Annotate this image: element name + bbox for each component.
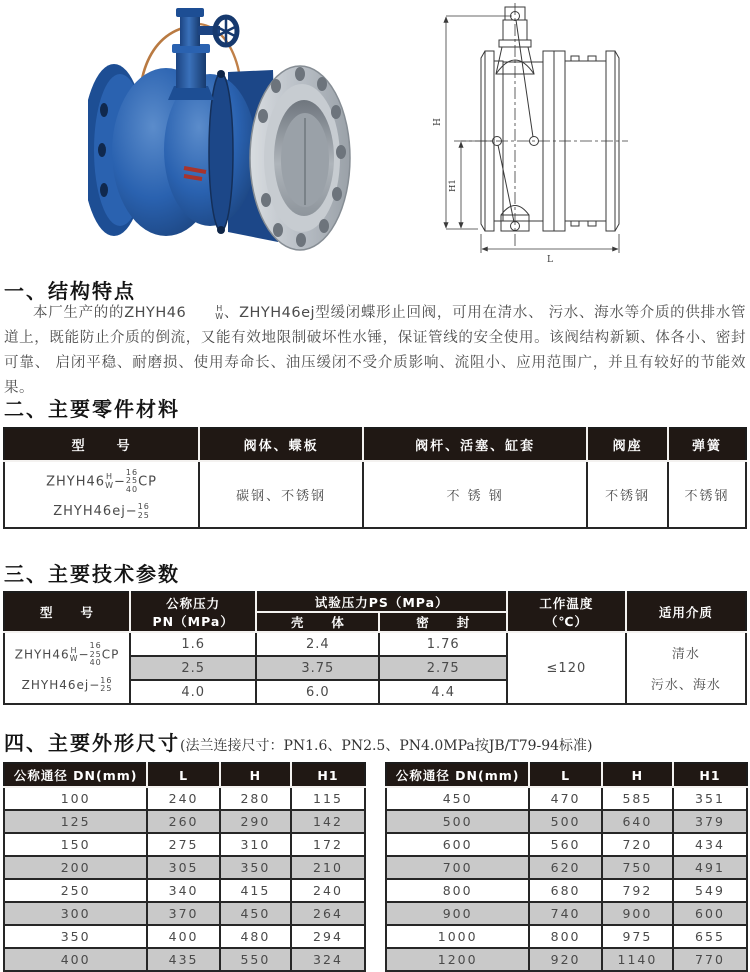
valve-photo-illustration (88, 0, 358, 258)
temp-value: ≤120 (507, 632, 626, 704)
linkage-upper (516, 20, 533, 137)
table-cell: 900 (386, 902, 529, 925)
table-cell: 740 (529, 902, 602, 925)
section2-title: 二、主要零件材料 (4, 397, 180, 421)
table-cell: 379 (673, 810, 747, 833)
table-cell: 560 (529, 833, 602, 856)
table-cell: 500 (529, 810, 602, 833)
pilot-valve-cap (176, 8, 204, 17)
materials-data-row (4, 461, 746, 528)
model-dash: − (114, 474, 126, 489)
section1-paragraph (4, 301, 746, 401)
table-cell: 792 (602, 879, 673, 902)
section4-subtitle: (法兰连接尺寸：PN1.6、PN2.5、PN4.0MPa按JB/T79-94标准) (180, 738, 593, 754)
para-text-prefix: 本厂生产的的ZHYH46 (33, 305, 187, 321)
section4-title (4, 727, 593, 756)
model-line-1 (5, 469, 198, 495)
model-pn-stack (126, 469, 138, 495)
table-cell: 370 (147, 902, 220, 925)
table-cell: 600 (673, 902, 747, 925)
table-cell: 550 (220, 948, 291, 971)
table-row (386, 856, 747, 879)
seal-value: 1.76 (379, 632, 507, 656)
table-row (386, 787, 747, 810)
model-line-1 (5, 642, 129, 668)
table-cell: 800 (529, 925, 602, 948)
col-shell: 壳 体 (256, 612, 379, 632)
col-l: L (529, 763, 602, 787)
params-header-row-1 (4, 592, 746, 612)
model-sup: H (70, 645, 78, 655)
table-cell: 250 (4, 879, 147, 902)
table-cell: 450 (220, 902, 291, 925)
col-stem-piston: 阀杆、活塞、缸套 (363, 428, 587, 461)
table-cell: 300 (4, 902, 147, 925)
model-pn-stack (90, 642, 102, 668)
col-seal: 密 封 (379, 612, 507, 632)
table-cell: 491 (673, 856, 747, 879)
mat-seat: 不锈钢 (587, 461, 668, 528)
table-cell: 920 (529, 948, 602, 971)
table-cell: 142 (291, 810, 365, 833)
medium-line2: 污水、海水 (650, 678, 721, 693)
table-cell: 500 (386, 810, 529, 833)
pn-40: 40 (125, 484, 139, 494)
col-h: H (602, 763, 673, 787)
table-cell: 350 (220, 856, 291, 879)
shell-value: 3.75 (256, 656, 379, 680)
table-cell: 280 (220, 787, 291, 810)
table-row (386, 833, 747, 856)
model-pn-stack-2 (100, 677, 112, 694)
table-row (4, 856, 365, 879)
mid-flange-bolt (217, 226, 225, 234)
table-cell: 210 (291, 856, 365, 879)
dimensions-table-left (3, 762, 366, 972)
table-row (4, 879, 365, 902)
col-model: 型 号 (4, 428, 199, 461)
pn-16: 16 (89, 641, 102, 651)
col-body-disc: 阀体、蝶板 (199, 428, 363, 461)
dims-right-body (386, 787, 747, 971)
model-hw-stack (105, 473, 114, 490)
col-model: 型 号 (4, 592, 130, 632)
table-cell: 900 (602, 902, 673, 925)
dimensions-table-right (385, 762, 748, 972)
model-base-2: ZHYH46ej− (53, 504, 138, 520)
col-seat: 阀座 (587, 428, 668, 461)
table-cell: 434 (673, 833, 747, 856)
model-sub: W (215, 312, 224, 321)
para-text-rest: 、ZHYH46ej型缓闭蝶形止回阀，可用在清水、 污水、海水等介质的供排水管道上，既能防止介质的倒流，又能有效地限制破坏性水锤，保证管线的安全使用。该阀结构新颖、体各小、密封可靠、 启闭平稳、耐磨损、使用寿命长、油压缓闭不受介质影响、流阻小、应用范围广，并且有较好的节能效果。 (4, 305, 746, 396)
model-hw-stack (70, 647, 79, 664)
pn-25: 25 (100, 684, 113, 694)
shell-value: 6.0 (256, 680, 379, 704)
pn-label-line2: PN（MPa） (152, 614, 234, 629)
pilot-valve-body (180, 14, 200, 46)
neck-base (168, 86, 214, 100)
table-cell: 351 (673, 787, 747, 810)
col-working-temp (507, 592, 626, 632)
table-cell: 700 (386, 856, 529, 879)
dim-label-h1: H1 (448, 179, 458, 192)
table-cell: 600 (386, 833, 529, 856)
table-cell: 480 (220, 925, 291, 948)
table-cell: 1000 (386, 925, 529, 948)
dim-label-h: H (433, 118, 443, 126)
table-row (4, 948, 365, 971)
col-h: H (220, 763, 291, 787)
pn-value: 4.0 (130, 680, 256, 704)
table-cell: 400 (147, 925, 220, 948)
params-row-1 (4, 632, 746, 656)
model-dash: − (78, 647, 90, 662)
mid-flange-bolt (217, 70, 225, 78)
valve-product-photo (88, 0, 358, 258)
linkage-lower (498, 145, 514, 222)
table-cell: 655 (673, 925, 747, 948)
table-cell: 400 (4, 948, 147, 971)
pn-40: 40 (89, 658, 102, 668)
technical-parameters-table (3, 591, 747, 705)
table-cell: 115 (291, 787, 365, 810)
mat-spring: 不锈钢 (668, 461, 746, 528)
valve-technical-drawing (428, 0, 630, 266)
table-cell: 680 (529, 879, 602, 902)
table-row (386, 925, 747, 948)
col-h1: H1 (291, 763, 365, 787)
mat-body-disc: 碳钢、不锈钢 (199, 461, 363, 528)
bolt-hole (336, 145, 346, 159)
dims-header-row (386, 763, 747, 787)
col-spring: 弹簧 (668, 428, 746, 461)
table-cell: 340 (147, 879, 220, 902)
medium-cell (626, 632, 746, 704)
table-cell: 585 (602, 787, 673, 810)
table-row (386, 810, 747, 833)
bolt-hole (332, 187, 342, 201)
table-cell: 200 (4, 856, 147, 879)
table-cell: 750 (602, 856, 673, 879)
col-dn: 公称通径 DN(mm) (386, 763, 529, 787)
seal-value: 2.75 (379, 656, 507, 680)
col-nominal-pressure (130, 592, 256, 632)
model-suffix: CP (138, 474, 158, 489)
model-hw-stack (186, 305, 223, 322)
table-cell: 240 (147, 787, 220, 810)
col-test-pressure: 试验压力PS（MPa） (256, 592, 507, 612)
bolt-hole (100, 183, 108, 197)
extension-lines-l (481, 234, 619, 253)
table-row (386, 879, 747, 902)
table-row (4, 810, 365, 833)
pn-value: 1.6 (130, 632, 256, 656)
model-base: ZHYH46 (46, 474, 106, 489)
pn-label-line1: 公称压力 (166, 596, 221, 611)
model-cell (4, 461, 199, 528)
table-cell: 264 (291, 902, 365, 925)
table-cell: 240 (291, 879, 365, 902)
bolt-hole (100, 103, 108, 117)
col-dn: 公称通径 DN(mm) (4, 763, 147, 787)
bolt-hole (331, 105, 341, 119)
model-base-2: ZHYH46ej− (21, 677, 101, 692)
bolt-hole (319, 219, 329, 233)
col-applicable-medium: 适用介质 (626, 592, 746, 632)
medium-line1: 清水 (671, 647, 700, 662)
table-row (4, 833, 365, 856)
mid-flange-band (209, 73, 233, 231)
model-pn-stack-2 (138, 503, 150, 520)
table-cell: 260 (147, 810, 220, 833)
dimension-drawing (428, 0, 630, 266)
table-cell: 324 (291, 948, 365, 971)
dims-header-row (4, 763, 365, 787)
dims-left-body (4, 787, 365, 971)
table-cell: 975 (602, 925, 673, 948)
model-suffix: CP (101, 647, 120, 662)
table-cell: 1200 (386, 948, 529, 971)
materials-table (3, 427, 747, 529)
model-line-2 (5, 677, 129, 694)
table-cell: 294 (291, 925, 365, 948)
table-cell: 350 (4, 925, 147, 948)
pn-25: 25 (125, 476, 139, 486)
pn-16: 16 (100, 675, 113, 685)
model-sup: H (106, 472, 114, 481)
model-sub: W (69, 654, 79, 663)
table-cell: 1140 (602, 948, 673, 971)
table-cell: 800 (386, 879, 529, 902)
table-row (386, 948, 747, 971)
table-cell: 435 (147, 948, 220, 971)
table-cell: 450 (386, 787, 529, 810)
bolt-tab (571, 56, 579, 61)
neck-column (176, 50, 206, 88)
section3-title: 三、主要技术参数 (4, 562, 180, 586)
table-row (386, 902, 747, 925)
materials-header-row (4, 428, 746, 461)
model-sub: W (105, 480, 114, 490)
table-cell: 470 (529, 787, 602, 810)
table-cell: 100 (4, 787, 147, 810)
bolt-tab (588, 56, 596, 61)
bolt-tab (571, 221, 579, 226)
bolt-hole (273, 223, 283, 237)
model-cell (4, 632, 130, 704)
table-cell: 275 (147, 833, 220, 856)
pn-value: 2.5 (130, 656, 256, 680)
table-row (4, 902, 365, 925)
model-sup: H (216, 303, 223, 313)
bolt-hole (317, 77, 327, 91)
table-cell: 125 (4, 810, 147, 833)
bolt-hole (258, 109, 268, 123)
table-cell: 290 (220, 810, 291, 833)
bolt-hole (261, 193, 271, 207)
table-row (4, 925, 365, 948)
pn-16: 16 (137, 502, 150, 512)
table-cell: 770 (673, 948, 747, 971)
col-l: L (147, 763, 220, 787)
dim-label-l: L (547, 255, 553, 265)
model-base: ZHYH46 (14, 647, 70, 662)
table-cell: 640 (602, 810, 673, 833)
table-cell: 415 (220, 879, 291, 902)
table-cell: 620 (529, 856, 602, 879)
mat-stem-piston: 不 锈 钢 (363, 461, 587, 528)
pn-25: 25 (89, 649, 102, 659)
table-cell: 150 (4, 833, 147, 856)
table-row (4, 787, 365, 810)
section1-title: 一、结构特点 (4, 279, 136, 303)
col-h1: H1 (673, 763, 747, 787)
temp-label-line2: （℃） (544, 614, 588, 629)
bolt-tab (588, 221, 596, 226)
bolt-hole (271, 79, 281, 93)
pn-16: 16 (125, 467, 139, 477)
seal-value: 4.4 (379, 680, 507, 704)
bolt-hole (98, 143, 106, 157)
table-cell: 549 (673, 879, 747, 902)
model-line-2 (5, 503, 198, 520)
table-cell: 172 (291, 833, 365, 856)
table-cell: 305 (147, 856, 220, 879)
table-cell: 310 (220, 833, 291, 856)
bolt-hole (296, 233, 306, 247)
pn-25: 25 (137, 510, 150, 520)
table-cell: 720 (602, 833, 673, 856)
shell-value: 2.4 (256, 632, 379, 656)
section4-title-text: 四、主要外形尺寸 (4, 731, 180, 755)
bolt-hole (295, 67, 305, 81)
temp-label-line1: 工作温度 (539, 596, 594, 611)
